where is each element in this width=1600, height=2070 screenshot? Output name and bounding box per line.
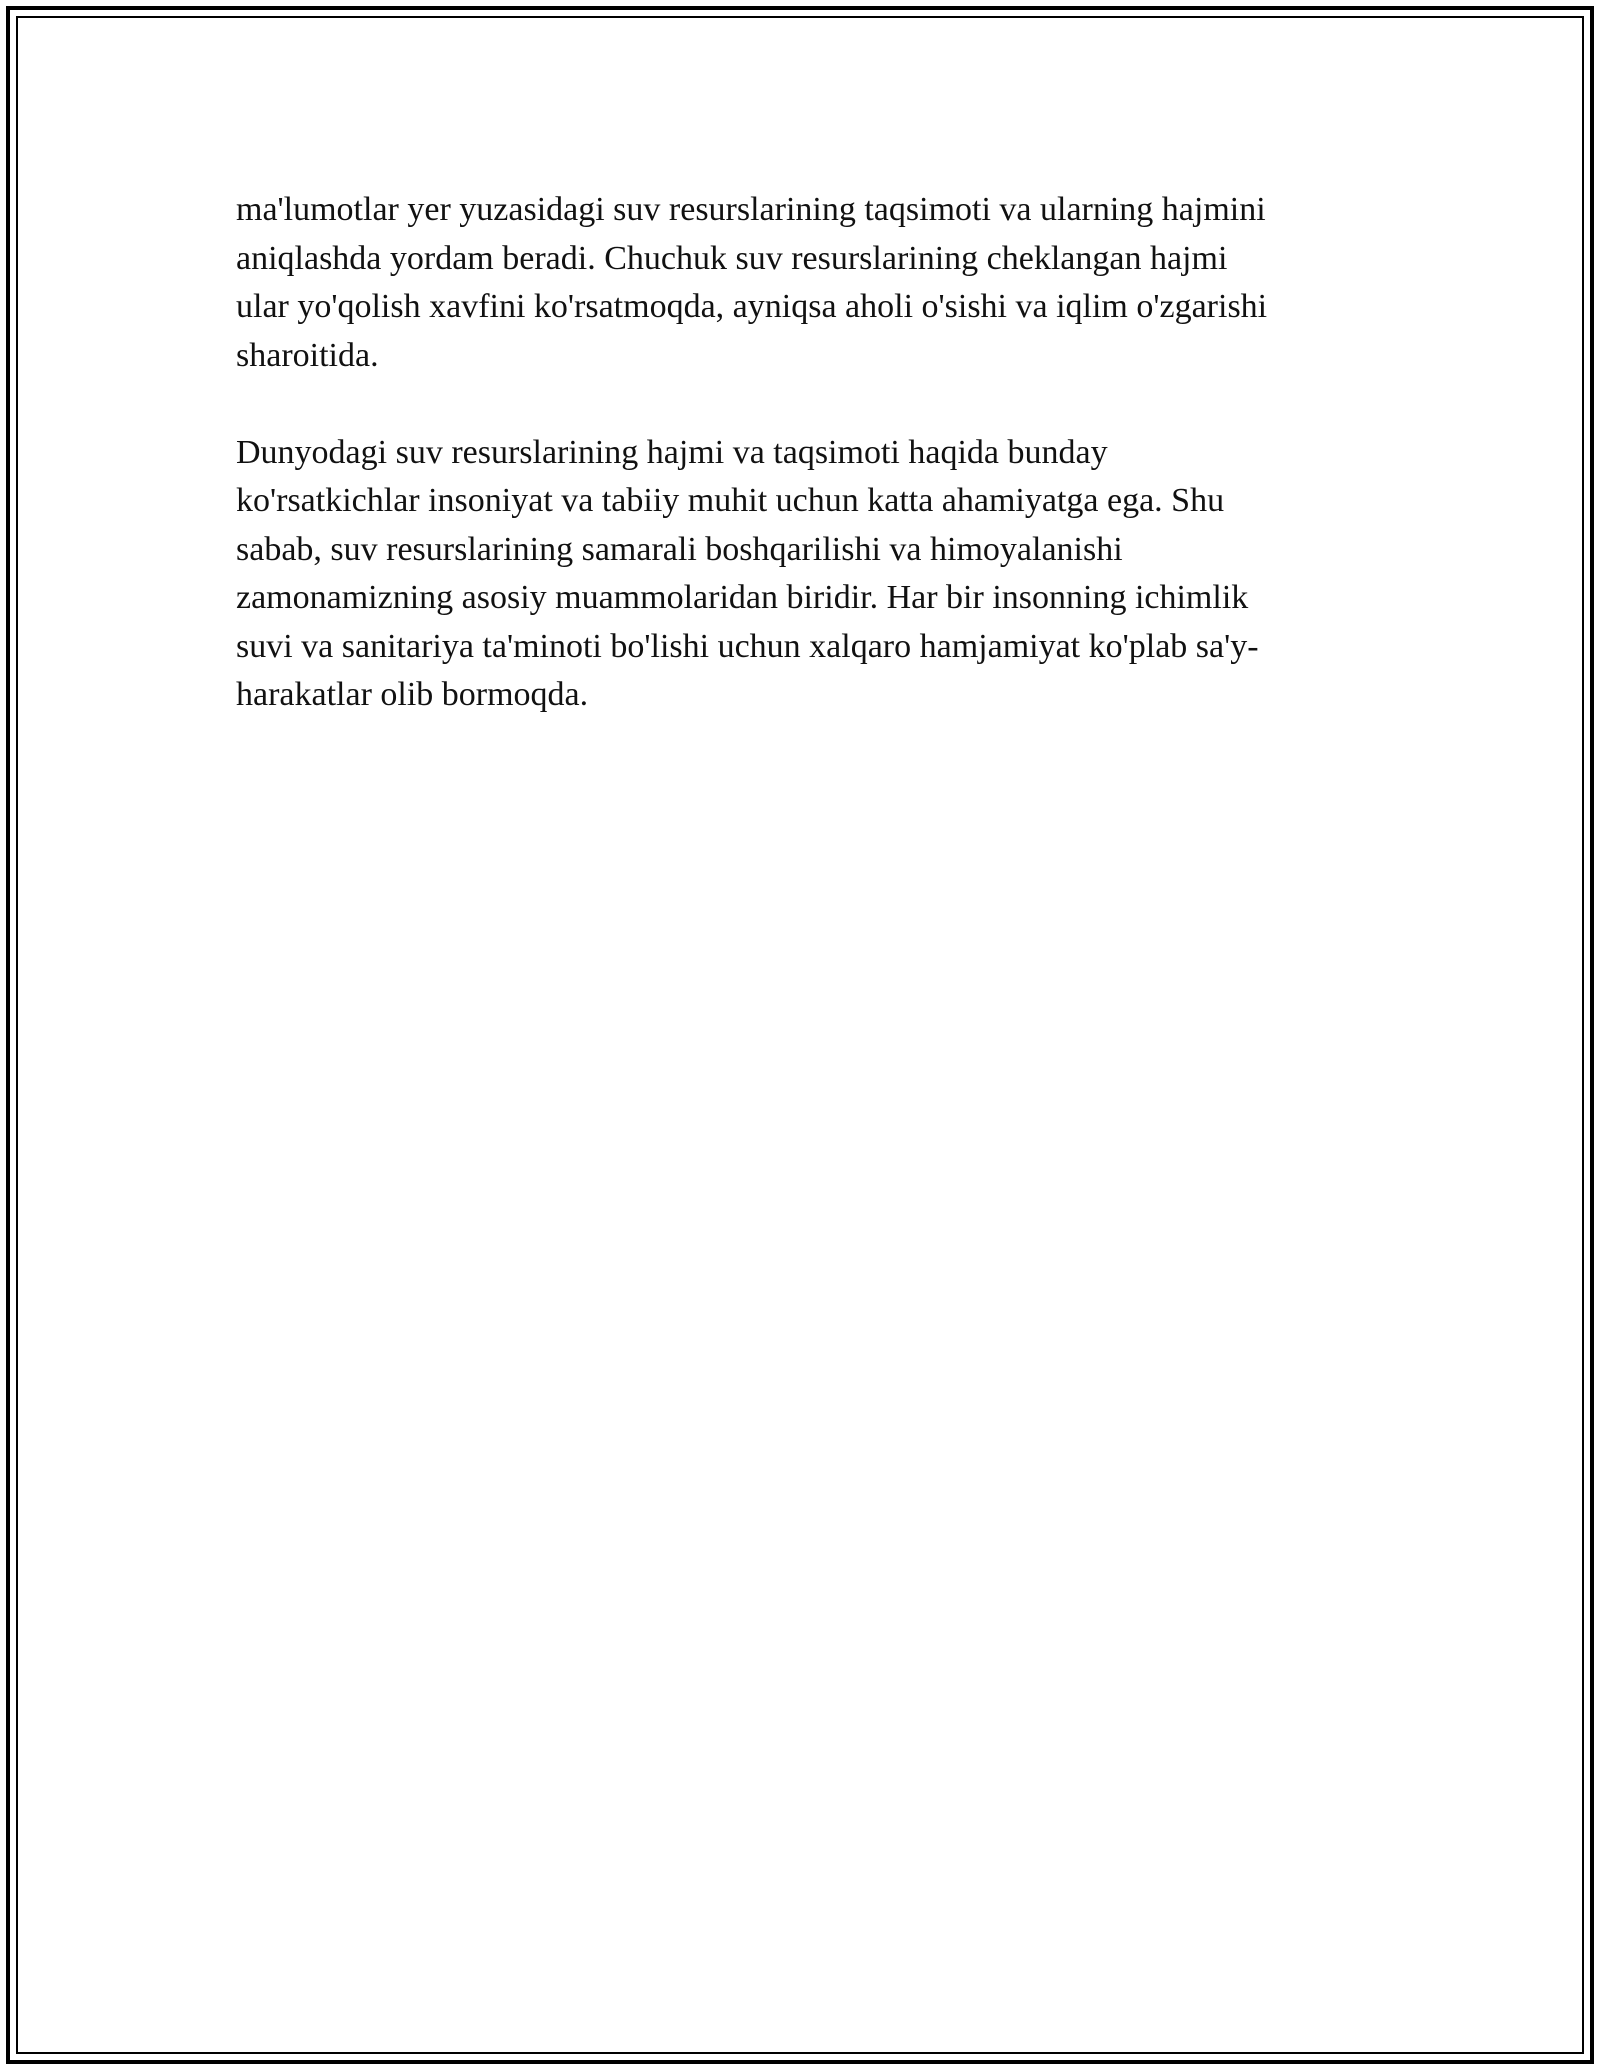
paragraph-1: ma'lumotlar yer yuzasidagi suv resurslarining taqsimoti va ularning hajmini aniqlashda yordam beradi. Chuchuk suv resurslarining cheklangan hajmi ular yo'qolish xavfini ko'rsatmoqda, ayniqsa aholi o'sishi va iqlim o'zgarishi sharoitida. [236,191,1268,374]
document-body [236,186,1366,720]
paragraph-2: Dunyodagi suv resurslarining hajmi va taqsimoti haqida bunday ko'rsatkichlar insoniyat va tabiiy muhit uchun katta ahamiyatga ega. Shu sabab, suv resurslarining samarali boshqarilishi va himoyalanishi zamonamizning asosiy muammolaridan biridir. Har bir insonning ichimlik suvi va sanitariya ta'minoti bo'lishi uchun xalqaro hamjamiyat ko'plab sa'y- harakatlar olib bormoqda. [236,433,1259,713]
